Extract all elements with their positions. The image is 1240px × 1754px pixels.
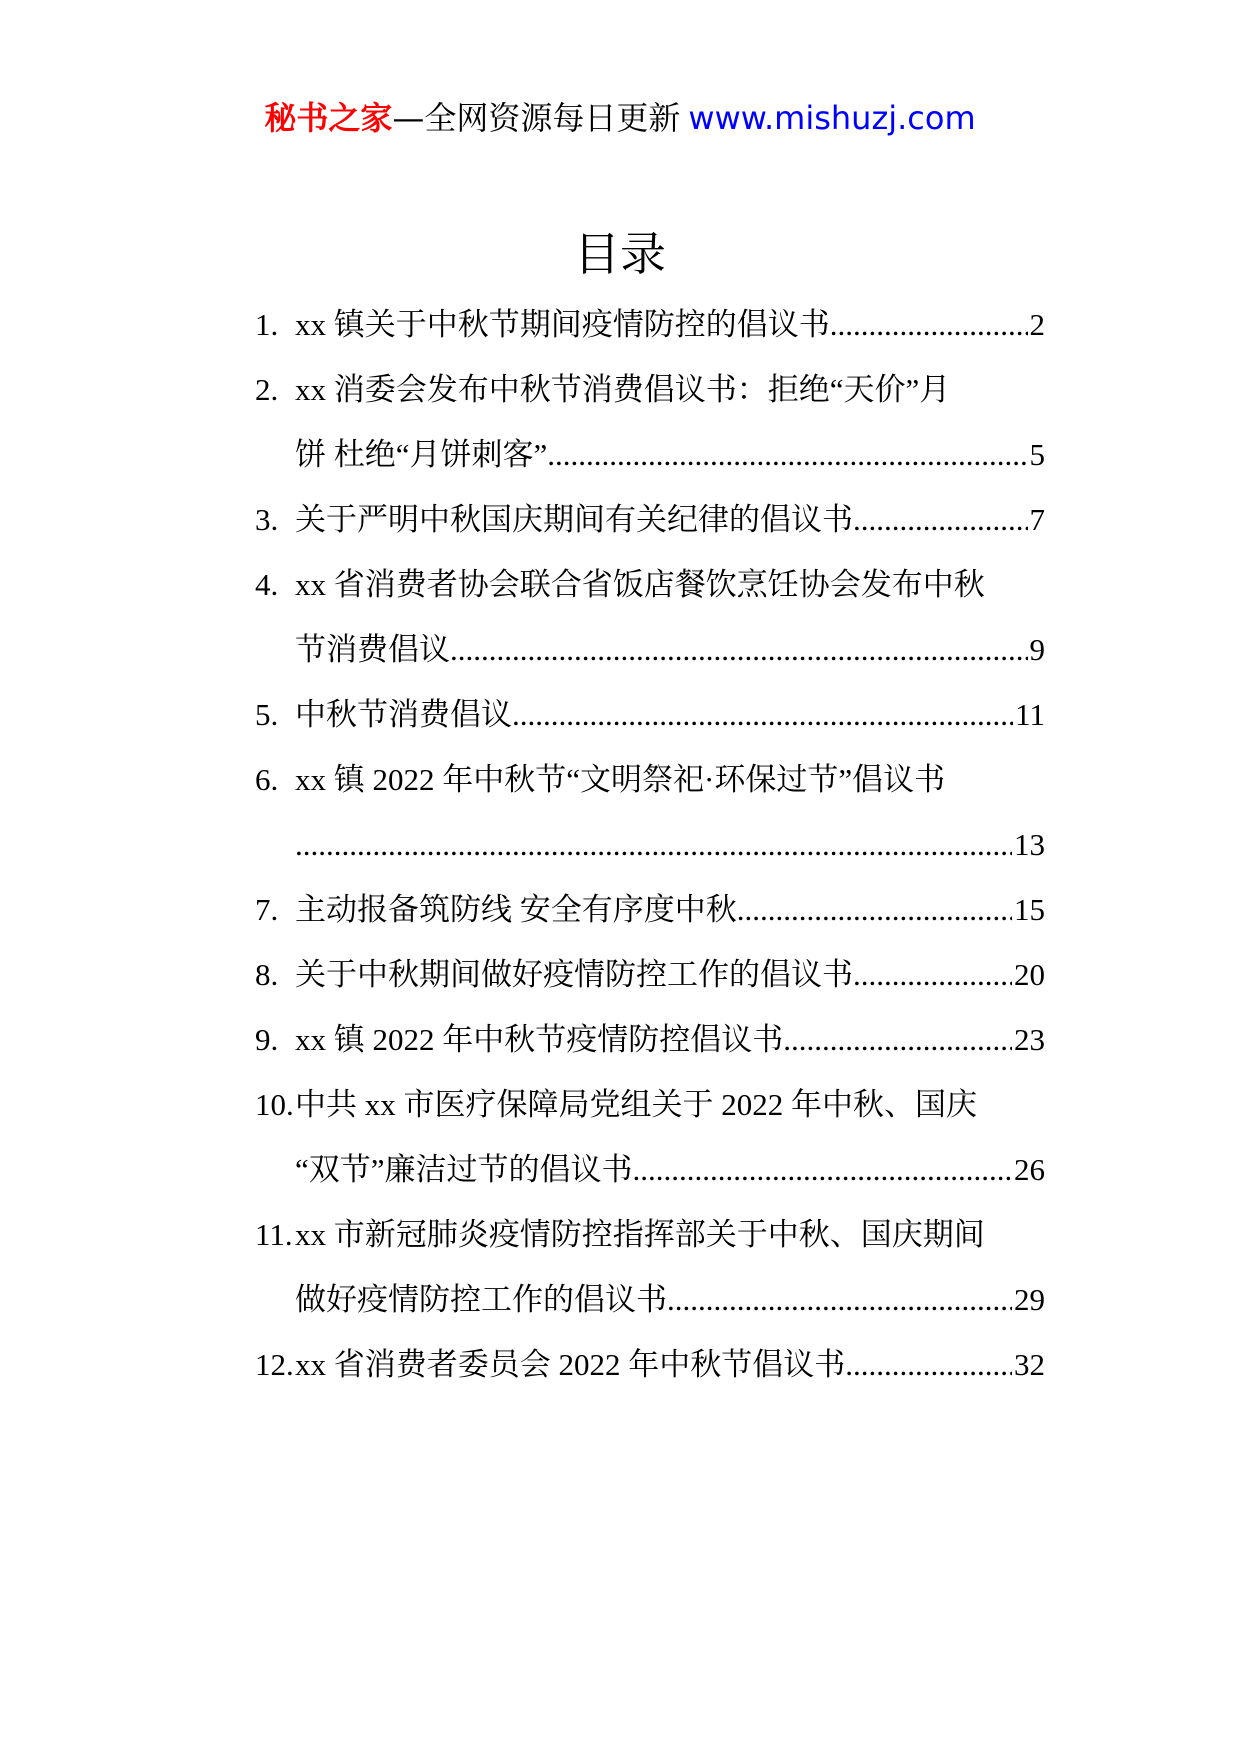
toc-entry-number: 2. bbox=[255, 372, 279, 407]
toc-entry-number: 6. bbox=[255, 762, 279, 797]
toc-leader-dots bbox=[783, 1007, 1012, 1072]
toc-entry-4[interactable] bbox=[255, 552, 1045, 617]
toc-leader-dots bbox=[853, 487, 1028, 552]
toc-entry-page: 26 bbox=[1014, 1152, 1045, 1187]
toc-entry-title: xx 镇 2022 年中秋节“文明祭祀·环保过节”倡议书 bbox=[295, 762, 946, 797]
toc-entry-9[interactable] bbox=[255, 1007, 1045, 1072]
header-slogan: —全网资源每日更新 bbox=[392, 99, 681, 137]
toc-entry-2[interactable] bbox=[255, 357, 1045, 422]
toc-entry-1[interactable] bbox=[255, 292, 1045, 357]
toc-leader-dots bbox=[737, 877, 1012, 942]
toc-leader-dots bbox=[830, 292, 1028, 357]
toc-leader-dots bbox=[547, 422, 1027, 487]
toc-entry-page: 7 bbox=[1029, 502, 1045, 537]
page-title: 目录 bbox=[574, 227, 666, 281]
toc-leader-dots bbox=[667, 1267, 1012, 1332]
toc-entry-page: 23 bbox=[1014, 1022, 1045, 1057]
brand-name: 秘书之家 bbox=[264, 99, 393, 137]
toc-entry-title: xx 市新冠肺炎疫情防控指挥部关于中秋、国庆期间 bbox=[295, 1217, 985, 1252]
toc-entry-page: 15 bbox=[1014, 892, 1045, 927]
toc-entry-number: 4. bbox=[255, 567, 279, 602]
toc-entry-title: xx 镇 2022 年中秋节疫情防控倡议书 bbox=[295, 1022, 784, 1057]
toc-entry-page: 9 bbox=[1029, 632, 1045, 667]
toc-entry-12[interactable] bbox=[255, 1332, 1045, 1397]
toc-entry-title-continued: 饼 杜绝“月饼刺客” bbox=[295, 437, 548, 472]
toc-entry-page: 11 bbox=[1015, 697, 1045, 732]
toc-entry-number: 11. bbox=[255, 1217, 293, 1252]
toc-leader-dots bbox=[295, 812, 1012, 877]
toc-entry-11-continued[interactable] bbox=[255, 1267, 1045, 1332]
toc-entry-10-continued[interactable] bbox=[255, 1137, 1045, 1202]
toc-entry-title-continued: “双节”廉洁过节的倡议书 bbox=[295, 1152, 633, 1187]
toc-entry-3[interactable] bbox=[255, 487, 1045, 552]
toc-entry-title: 关于中秋期间做好疫情防控工作的倡议书 bbox=[295, 957, 853, 992]
toc-leader-dots bbox=[845, 1332, 1012, 1397]
toc-entry-number: 3. bbox=[255, 502, 279, 537]
toc-entry-page: 20 bbox=[1014, 957, 1045, 992]
toc-entry-title: 关于严明中秋国庆期间有关纪律的倡议书 bbox=[295, 502, 853, 537]
toc-entry-title-continued: 做好疫情防控工作的倡议书 bbox=[295, 1282, 667, 1317]
toc-entry-5[interactable] bbox=[255, 682, 1045, 747]
toc-entry-4-continued[interactable] bbox=[255, 617, 1045, 682]
toc-entry-number: 5. bbox=[255, 697, 279, 732]
toc-entry-number: 1. bbox=[255, 307, 279, 342]
toc-entry-number: 12. bbox=[255, 1347, 294, 1382]
toc-entry-page: 32 bbox=[1014, 1347, 1045, 1382]
toc-entry-title: xx 省消费者协会联合省饭店餐饮烹饪协会发布中秋 bbox=[295, 567, 985, 602]
page-header bbox=[0, 96, 1240, 140]
toc-entry-number: 7. bbox=[255, 892, 279, 927]
toc-entry-title: xx 省消费者委员会 2022 年中秋节倡议书 bbox=[295, 1347, 846, 1382]
toc-entry-page: 29 bbox=[1014, 1282, 1045, 1317]
toc-entry-6[interactable] bbox=[255, 747, 1045, 812]
toc-leader-dots bbox=[853, 942, 1012, 1007]
toc-entry-number: 9. bbox=[255, 1022, 279, 1057]
toc-leader-dots bbox=[450, 617, 1028, 682]
toc-leader-dots bbox=[633, 1137, 1012, 1202]
toc-entry-title: xx 消委会发布中秋节消费倡议书：拒绝“天价”月 bbox=[295, 372, 951, 407]
toc-entry-6-continued[interactable] bbox=[255, 812, 1045, 877]
toc-entry-title: xx 镇关于中秋节期间疫情防控的倡议书 bbox=[295, 307, 830, 342]
toc-leader-dots bbox=[512, 682, 1013, 747]
toc-entry-7[interactable] bbox=[255, 877, 1045, 942]
toc-entry-page: 5 bbox=[1029, 437, 1045, 472]
toc-entry-title: 主动报备筑防线 安全有序度中秋 bbox=[295, 892, 737, 927]
toc-entry-title-continued: 节消费倡议 bbox=[295, 632, 450, 667]
toc-entry-11[interactable] bbox=[255, 1202, 1045, 1267]
toc-entry-2-continued[interactable] bbox=[255, 422, 1045, 487]
toc-entry-number: 10. bbox=[255, 1087, 294, 1122]
toc-entry-number: 8. bbox=[255, 957, 279, 992]
toc-entry-title: 中秋节消费倡议 bbox=[295, 697, 512, 732]
toc-entry-title: 中共 xx 市医疗保障局党组关于 2022 年中秋、国庆 bbox=[295, 1087, 977, 1122]
toc-entry-8[interactable] bbox=[255, 942, 1045, 1007]
toc-entry-page: 13 bbox=[1014, 827, 1045, 862]
site-url[interactable]: www.mishuzj.com bbox=[688, 99, 976, 137]
table-of-contents bbox=[255, 292, 1045, 1397]
toc-entry-10[interactable] bbox=[255, 1072, 1045, 1137]
toc-entry-page: 2 bbox=[1029, 307, 1045, 342]
